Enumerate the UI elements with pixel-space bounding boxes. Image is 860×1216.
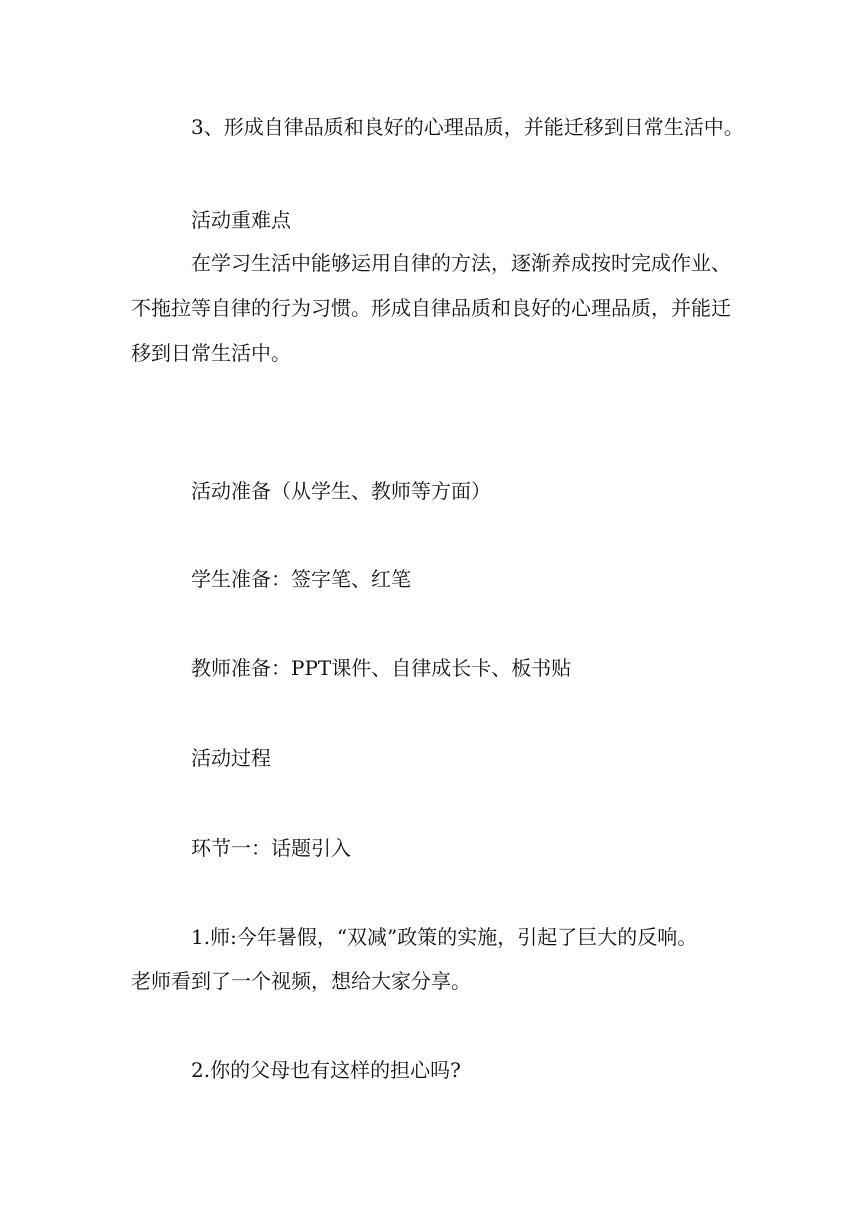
step-1-line-2: 老师看到了一个视频，想给大家分享。 bbox=[131, 969, 471, 993]
process-heading: 活动过程 bbox=[191, 746, 271, 770]
preparation-heading: 活动准备（从学生、教师等方面） bbox=[191, 479, 491, 503]
key-points-line-3: 移到日常生活中。 bbox=[131, 341, 291, 365]
step-1-line-1: 1.师:今年暑假，“双减”政策的实施，引起了巨大的反响。 bbox=[191, 925, 698, 949]
section-1-title: 环节一：话题引入 bbox=[191, 836, 351, 860]
key-points-line-1: 在学习生活中能够运用自律的方法，逐渐养成按时完成作业、 bbox=[191, 251, 731, 275]
objective-3: 3、形成自律品质和良好的心理品质，并能迁移到日常生活中。 bbox=[191, 115, 744, 139]
teacher-preparation: 教师准备：PPT课件、自律成长卡、板书贴 bbox=[191, 656, 572, 680]
step-2: 2.你的父母也有这样的担心吗? bbox=[191, 1058, 461, 1082]
key-points-heading: 活动重难点 bbox=[191, 208, 291, 232]
key-points-line-2: 不拖拉等自律的行为习惯。形成自律品质和良好的心理品质，并能迁 bbox=[131, 296, 731, 320]
student-preparation: 学生准备：签字笔、红笔 bbox=[191, 567, 411, 591]
